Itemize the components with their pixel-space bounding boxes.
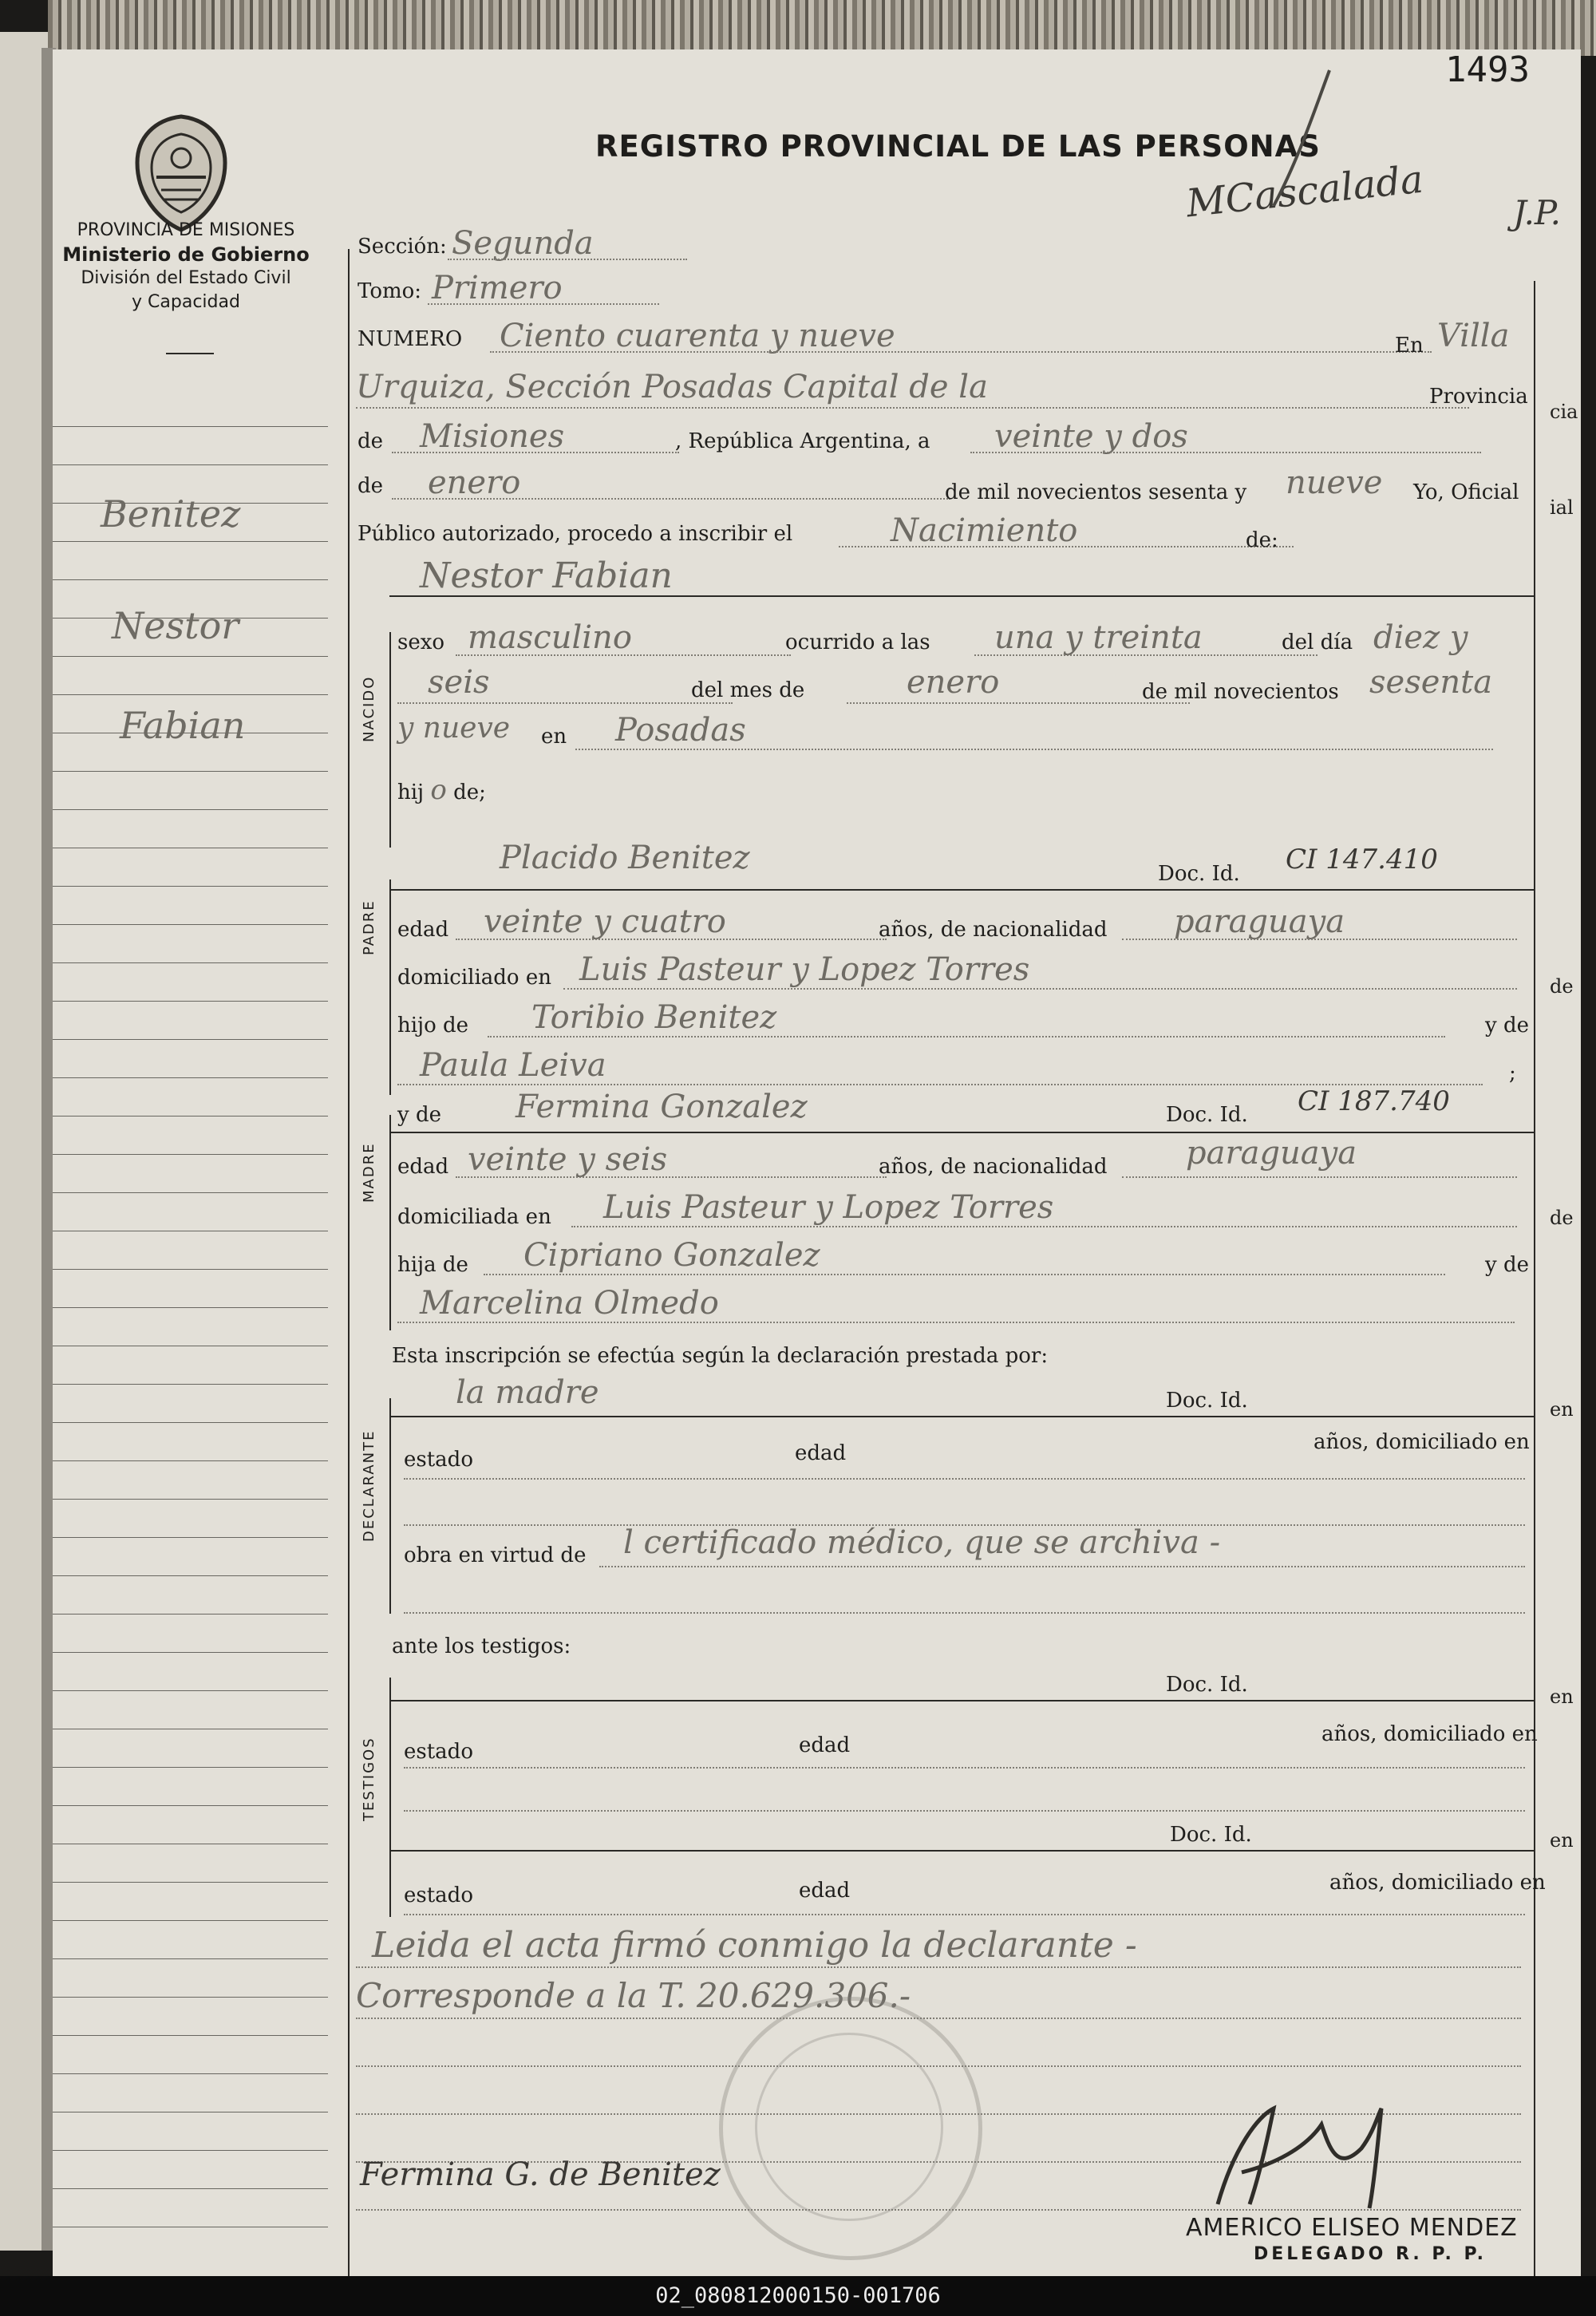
- official-name: AMERICO ELISEO MENDEZ: [1186, 2214, 1518, 2242]
- top-signature: MCascalada: [1183, 156, 1426, 227]
- official-title: DELEGADO R. P. P.: [1254, 2244, 1487, 2264]
- lugar-line-2: Urquiza, Sección Posadas Capital de la: [356, 369, 988, 405]
- margin-note-second-name: Fabian: [120, 704, 246, 747]
- official-signature-icon: [1202, 2101, 1409, 2212]
- tomo-value: Primero: [432, 270, 563, 306]
- declarante-doc-label: Doc. Id.: [1166, 1389, 1248, 1413]
- madre-doc-label: Doc. Id.: [1166, 1103, 1248, 1127]
- madre-nacionalidad-label: años, de nacionalidad: [879, 1155, 1108, 1179]
- mes-acta: enero: [428, 464, 521, 501]
- decorative-border: [48, 0, 1596, 56]
- office-line-division: División del Estado Civil: [81, 268, 291, 288]
- office-line-province: PROVINCIA DE MISIONES: [77, 220, 295, 240]
- declarante-bracket: [389, 1398, 391, 1614]
- testigos-bracket: [389, 1678, 391, 1917]
- de-label-2: de: [358, 474, 384, 498]
- clipped-text-2: ial: [1550, 496, 1574, 519]
- dia-value-1: diez y: [1373, 619, 1468, 656]
- main-column-right-border: [1534, 281, 1535, 2276]
- madre-nacionalidad: paraguaya: [1186, 1135, 1357, 1172]
- signature-stroke-icon: [1250, 65, 1345, 209]
- padre-doc-label: Doc. Id.: [1158, 862, 1240, 886]
- ocurrido-label: ocurrido a las: [785, 630, 930, 654]
- padre-semicolon: ;: [1509, 1061, 1516, 1085]
- mil-novecientos-label: de mil novecientos: [1142, 680, 1339, 704]
- hijo-de-label: de;: [453, 781, 486, 804]
- nombre-underline: [389, 595, 1534, 597]
- madre-hija-de-label: hija de: [397, 1253, 468, 1277]
- provincia-label: Provincia: [1429, 385, 1528, 409]
- madre-y-de-label: y de: [397, 1103, 441, 1127]
- office-line-capacity: y Capacidad: [132, 292, 240, 312]
- provincia-value: Misiones: [420, 418, 565, 455]
- testigo-1-estado-label: estado: [404, 1740, 473, 1764]
- section-label-testigos: TESTIGOS: [361, 1737, 377, 1821]
- sexo-label: sexo: [397, 630, 445, 654]
- nacido-bracket: [389, 632, 391, 848]
- obra-label: obra en virtud de: [404, 1543, 587, 1567]
- testigo-2-underline: [389, 1850, 1534, 1852]
- nombre-inscripto: Nestor Fabian: [420, 555, 673, 596]
- hora-value: una y treinta: [994, 619, 1203, 656]
- republica-label: , República Argentina, a: [675, 429, 930, 453]
- madre-domicilio: Luis Pasteur y Lopez Torres: [603, 1189, 1054, 1226]
- de-label: de: [358, 429, 384, 453]
- folio-number: 1493: [1445, 49, 1530, 90]
- register-page: [53, 49, 1581, 2276]
- padre-bracket: [389, 879, 391, 1095]
- testigos-intro: ante los testigos:: [392, 1634, 571, 1658]
- declarante-estado-label: estado: [404, 1448, 473, 1472]
- padre-nacionalidad-label: años, de nacionalidad: [879, 918, 1108, 942]
- madre-doc: CI 187.740: [1298, 1085, 1450, 1117]
- obra-value: l certificado médico, que se archiva -: [623, 1524, 1221, 1561]
- lugar-line-1: Villa: [1437, 318, 1510, 354]
- section-label-madre: MADRE: [361, 1142, 377, 1203]
- section-label-nacido: NACIDO: [361, 675, 377, 742]
- declarante-underline: [389, 1416, 1534, 1417]
- padre-edad: veinte y cuatro: [484, 903, 726, 940]
- testigo-1-anos-label: años, domiciliado en: [1321, 1722, 1538, 1746]
- clipped-text-6: en: [1550, 1686, 1574, 1708]
- provincial-crest-icon: [129, 113, 233, 233]
- en-lugar-label: en: [541, 725, 567, 749]
- clipped-text-3: de: [1550, 975, 1574, 998]
- hijo-label-text: hij: [397, 781, 425, 804]
- padre-nombre: Placido Benitez: [500, 840, 750, 876]
- tipo-registro: Nacimiento: [891, 512, 1078, 549]
- section-label-padre: PADRE: [361, 899, 377, 955]
- official-seal-icon: [719, 1997, 982, 2260]
- anio-value-1: sesenta: [1369, 664, 1493, 701]
- seccion-label: Sección:: [358, 235, 447, 259]
- sexo-value: masculino: [468, 619, 632, 656]
- clipped-text-1: cia: [1550, 401, 1578, 423]
- clipped-text-7: en: [1550, 1829, 1574, 1852]
- declarante-edad-label: edad: [795, 1441, 847, 1465]
- yo-oficial-label: Yo, Oficial: [1413, 480, 1519, 504]
- del-dia-label: del día: [1282, 630, 1353, 654]
- hijo-label: [397, 774, 486, 806]
- testigo-2-anos-label: años, domiciliado en: [1329, 1871, 1546, 1895]
- margin-note-surname: Benitez: [101, 492, 241, 536]
- closing-line-1: Leida el acta firmó conmigo la declarante -: [372, 1925, 1137, 1966]
- clipped-text-5: en: [1550, 1398, 1574, 1421]
- testigo-1-doc-label: Doc. Id.: [1166, 1673, 1248, 1697]
- testigo-2-doc-label: Doc. Id.: [1170, 1823, 1252, 1847]
- padre-doc: CI 147.410: [1286, 844, 1438, 875]
- madre-edad-label: edad: [397, 1155, 449, 1179]
- padre-nombre-underline: [389, 889, 1534, 891]
- madre-edad: veinte y seis: [468, 1141, 668, 1178]
- padre-y-de-label: y de: [1485, 1014, 1529, 1037]
- testigo-1-edad-label: edad: [799, 1733, 851, 1757]
- testigo-2-edad-label: edad: [799, 1879, 851, 1903]
- padre-abuela: Paula Leiva: [420, 1047, 606, 1084]
- de-colon-label: de:: [1246, 528, 1278, 552]
- padre-edad-label: edad: [397, 918, 449, 942]
- declaracion-intro: Esta inscripción se efectúa según la declaración prestada por:: [392, 1344, 1049, 1368]
- testigo-1-underline: [389, 1700, 1534, 1701]
- madre-domicilio-label: domiciliada en: [397, 1205, 551, 1229]
- declarante-nombre: la madre: [456, 1374, 599, 1411]
- section-label-declarante: DECLARANTE: [361, 1429, 377, 1542]
- dia-acta: veinte y dos: [994, 418, 1188, 455]
- top-initials: J.P.: [1513, 193, 1562, 232]
- closing-line-2: Corresponde a la T. 20.629.306.-: [356, 1976, 911, 2015]
- image-caption: 02_080812000150-001706: [0, 2276, 1596, 2316]
- margin-column: [53, 249, 332, 2276]
- padre-hijo-de-label: hijo de: [397, 1014, 469, 1037]
- dia-value-2: seis: [428, 664, 490, 701]
- mil-label: de mil novecientos sesenta y: [945, 480, 1247, 504]
- madre-abuela: Marcelina Olmedo: [420, 1285, 719, 1322]
- office-line-ministry: Ministerio de Gobierno: [62, 243, 310, 266]
- padre-domicilio: Luis Pasteur y Lopez Torres: [579, 951, 1030, 988]
- document-title: REGISTRO PROVINCIAL DE LAS PERSONAS: [595, 129, 1321, 164]
- margin-note-first-name: Nestor: [112, 604, 239, 647]
- del-mes-label: del mes de: [691, 678, 805, 702]
- tomo-label: Tomo:: [358, 279, 422, 303]
- en-label: En: [1395, 334, 1424, 358]
- padre-domicilio-label: domiciliado en: [397, 966, 551, 990]
- clipped-text-4: de: [1550, 1207, 1574, 1229]
- mes-value: enero: [907, 664, 1000, 701]
- hijo-suffix: o: [430, 774, 447, 806]
- madre-abuelo: Cipriano Gonzalez: [523, 1237, 820, 1274]
- padre-abuelo: Toribio Benitez: [531, 999, 777, 1036]
- padre-nacionalidad: paraguaya: [1174, 903, 1345, 940]
- declarante-anos-label: años, domiciliado en: [1314, 1430, 1530, 1454]
- madre-bracket: [389, 1115, 391, 1330]
- seccion-value: Segunda: [452, 225, 594, 262]
- madre-y-de-label-2: y de: [1485, 1253, 1529, 1277]
- testigo-2-estado-label: estado: [404, 1883, 473, 1907]
- firma-declarante: Fermina G. de Benitez: [360, 2156, 721, 2193]
- numero-label: NUMERO: [358, 327, 463, 351]
- madre-nombre: Fermina Gonzalez: [516, 1089, 808, 1125]
- numero-value: Ciento cuarenta y nueve: [500, 318, 895, 354]
- main-column-left-border: [348, 249, 350, 2276]
- madre-nombre-underline: [389, 1132, 1534, 1133]
- publico-label: Público autorizado, procedo a inscribir el: [358, 522, 793, 546]
- anio-acta: nueve: [1286, 464, 1383, 501]
- anio-value-2: y nueve: [397, 712, 511, 745]
- lugar-nacimiento: Posadas: [615, 712, 746, 749]
